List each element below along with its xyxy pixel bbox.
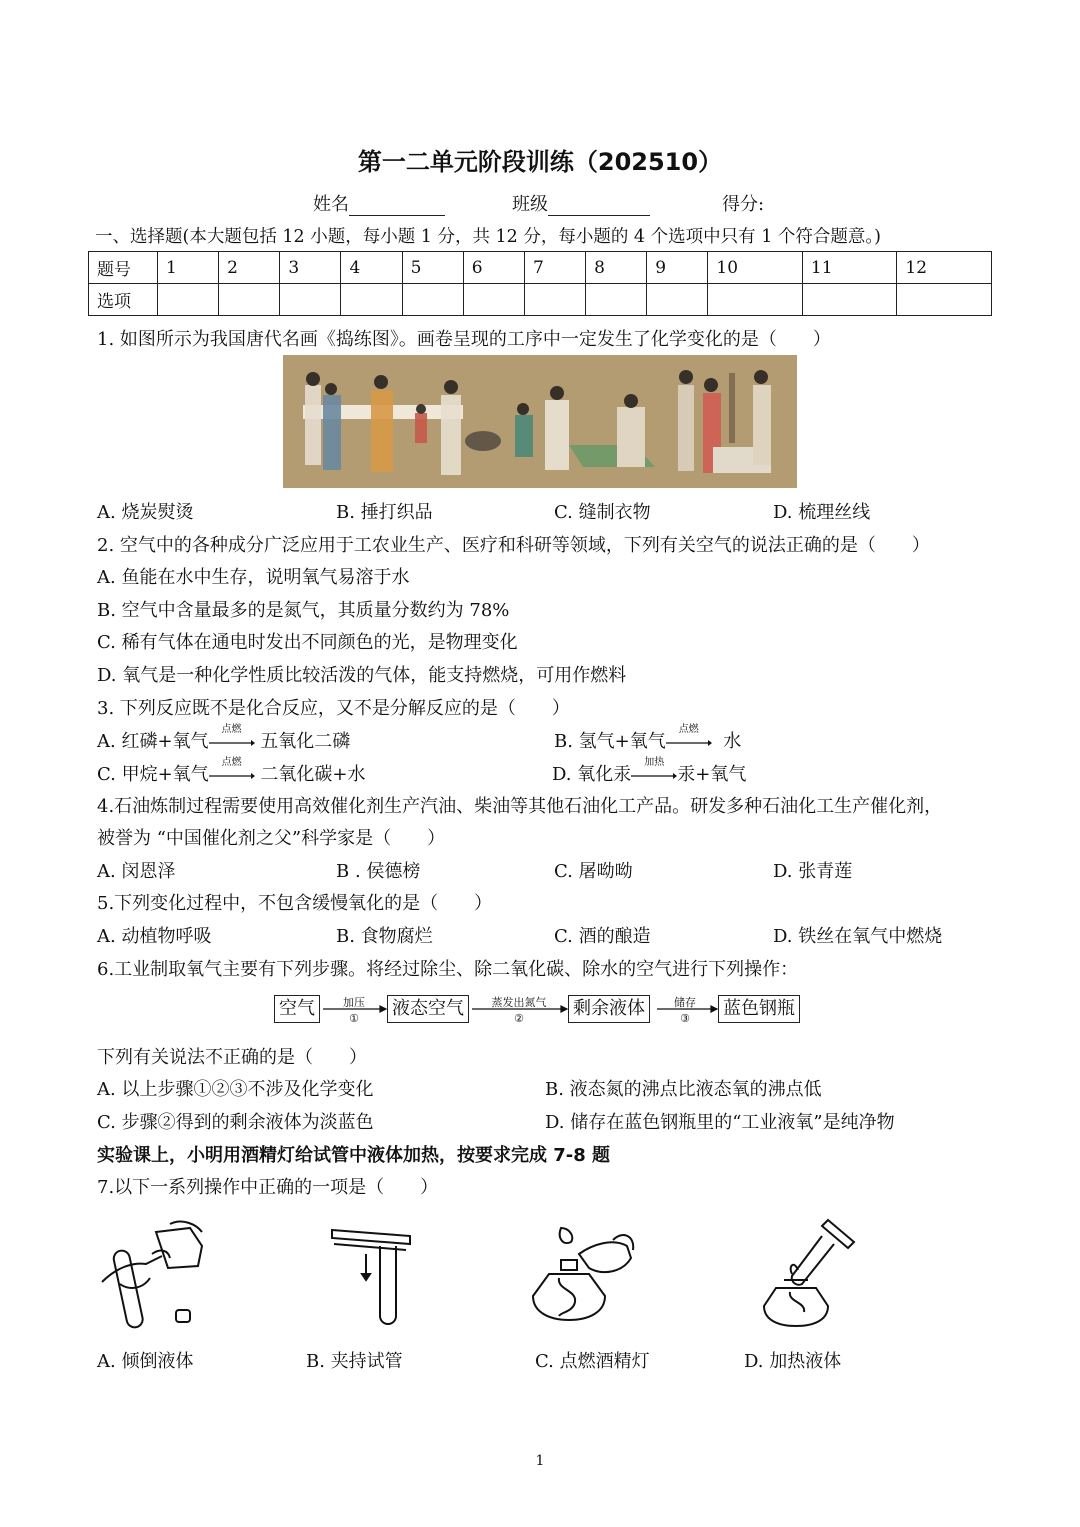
- step-number-1: ①: [349, 1012, 359, 1025]
- condition-label: 点燃: [678, 724, 699, 735]
- condition-label: 加热: [644, 757, 665, 768]
- table-cell: 9: [647, 252, 708, 284]
- lighting-alcohol-lamp-figure: [523, 1216, 641, 1328]
- table-cell: 1: [158, 252, 219, 284]
- score-label: 得分:: [722, 194, 765, 215]
- table-cell: 4: [341, 252, 402, 284]
- q1-option-d[interactable]: D. 梳理丝线: [773, 502, 871, 523]
- q7-option-c[interactable]: C. 点燃酒精灯: [535, 1351, 650, 1372]
- q5-option-a[interactable]: A. 动植物呼吸: [97, 926, 212, 947]
- reactants: D. 氧化汞: [552, 764, 632, 785]
- step-number-3: ③: [680, 1012, 690, 1025]
- q6-stem: 6.工业制取氧气主要有下列步骤。将经过除尘、除二氧化碳、除水的空气进行下列操作：: [97, 959, 799, 980]
- step-label-store: 储存: [674, 996, 696, 1009]
- products: 汞+氧气: [677, 764, 747, 785]
- table-cell: 8: [586, 252, 647, 284]
- q5-option-b[interactable]: B. 食物腐烂: [336, 926, 433, 947]
- condition-label: 点燃: [221, 757, 242, 768]
- flow-box-remaining-liquid: 剩余液体: [568, 995, 650, 1023]
- q2-option-c[interactable]: C. 稀有气体在通电时发出不同颜色的光，是物理变化: [97, 632, 518, 653]
- q6-option-b[interactable]: B. 液态氮的沸点比液态氧的沸点低: [545, 1079, 822, 1100]
- flow-box-air: 空气: [274, 995, 320, 1023]
- q2-option-a[interactable]: A. 鱼能在水中生存，说明氧气易溶于水: [97, 567, 410, 588]
- q4-option-a[interactable]: A. 闵恩泽: [97, 861, 176, 882]
- table-cell: 5: [402, 252, 463, 284]
- q5-option-d[interactable]: D. 铁丝在氧气中燃烧: [773, 926, 943, 947]
- q4-stem-line2: 被誉为 “中国催化剂之父”科学家是（ ）: [97, 828, 446, 849]
- pouring-liquid-figure: [98, 1218, 218, 1330]
- step-number-2: ②: [514, 1012, 524, 1025]
- row-label-answer: 选项: [89, 284, 158, 316]
- page-title: 第一二单元阶段训练（202510）: [357, 148, 723, 176]
- table-cell: 12: [897, 252, 992, 284]
- q7-option-b[interactable]: B. 夹持试管: [306, 1351, 403, 1372]
- lab-intro: 实验课上，小明用酒精灯给试管中液体加热，按要求完成 7-8 题: [97, 1145, 611, 1166]
- q6-option-a[interactable]: A. 以上步骤①②③不涉及化学变化: [97, 1079, 374, 1100]
- q6-substem: 下列有关说法不正确的是（ ）: [97, 1047, 367, 1068]
- table-cell: 7: [524, 252, 585, 284]
- class-label: 班级: [512, 194, 548, 215]
- q4-option-c[interactable]: C. 屠呦呦: [554, 861, 633, 882]
- table-cell: 6: [463, 252, 524, 284]
- heating-liquid-figure: [758, 1214, 862, 1328]
- table-cell: 11: [802, 252, 897, 284]
- flow-box-blue-cylinder: 蓝色钢瓶: [718, 995, 800, 1023]
- products: 水: [723, 731, 742, 752]
- q1-option-c[interactable]: C. 缝制衣物: [554, 502, 651, 523]
- table-cell: 3: [280, 252, 341, 284]
- flow-box-liquid-air: 液态空气: [387, 995, 469, 1023]
- reactants: C. 甲烷+氧气: [97, 764, 209, 785]
- q2-option-d[interactable]: D. 氧气是一种化学性质比较活泼的气体，能支持燃烧，可用作燃料: [97, 665, 627, 686]
- products: 二氧化碳+水: [260, 764, 366, 785]
- reactants: B. 氢气+氧气: [554, 731, 666, 752]
- q3-stem: 3. 下列反应既不是化合反应，又不是分解反应的是（ ）: [97, 698, 570, 719]
- table-cell: 10: [708, 252, 803, 284]
- q7-option-d[interactable]: D. 加热液体: [744, 1351, 842, 1372]
- q4-option-b[interactable]: B . 侯德榜: [336, 861, 421, 882]
- q1-stem: 1. 如图所示为我国唐代名画《捣练图》。画卷呈现的工序中一定发生了化学变化的是（ ）: [97, 329, 831, 350]
- reactants: A. 红磷+氧气: [97, 731, 209, 752]
- q2-stem: 2. 空气中的各种成分广泛应用于工农业生产、医疗和科研等领域，下列有关空气的说法正确的是（ ）: [97, 535, 930, 556]
- q7-stem: 7.以下一系列操作中正确的一项是（ ）: [97, 1177, 439, 1198]
- q1-option-b[interactable]: B. 捶打织品: [336, 502, 433, 523]
- condition-label: 点燃: [221, 724, 242, 735]
- page-number: 1: [535, 1453, 545, 1469]
- q5-option-c[interactable]: C. 酒的酿造: [554, 926, 651, 947]
- q4-option-d[interactable]: D. 张青莲: [773, 861, 853, 882]
- table-cell: 2: [219, 252, 280, 284]
- name-label: 姓名: [313, 194, 349, 215]
- step-label-evaporate: 蒸发出氮气: [491, 996, 547, 1009]
- step-label-pressurize: 加压: [343, 996, 365, 1009]
- products: 五氧化二磷: [260, 731, 351, 752]
- q4-stem-line1: 4.石油炼制过程需要使用高效催化剂生产汽油、柴油等其他石油化工产品。研发多种石油化工生产催化剂，: [97, 796, 943, 817]
- q1-option-a[interactable]: A. 烧炭熨烫: [97, 502, 194, 523]
- row-label-number: 题号: [89, 252, 158, 284]
- q6-option-d[interactable]: D. 储存在蓝色钢瓶里的“工业液氧”是纯净物: [545, 1112, 895, 1133]
- q2-option-b[interactable]: B. 空气中含量最多的是氮气，其质量分数约为 78%: [97, 600, 510, 621]
- holding-test-tube-figure: [330, 1224, 420, 1328]
- q7-option-a[interactable]: A. 倾倒液体: [97, 1351, 194, 1372]
- q5-stem: 5.下列变化过程中，不包含缓慢氧化的是（ ）: [97, 893, 493, 914]
- section-heading: 一、选择题(本大题包括 12 小题，每小题 1 分，共 12 分，每小题的 4 个选项中只有 1 个符合题意。): [95, 227, 881, 247]
- q6-option-c[interactable]: C. 步骤②得到的剩余液体为淡蓝色: [97, 1112, 374, 1133]
